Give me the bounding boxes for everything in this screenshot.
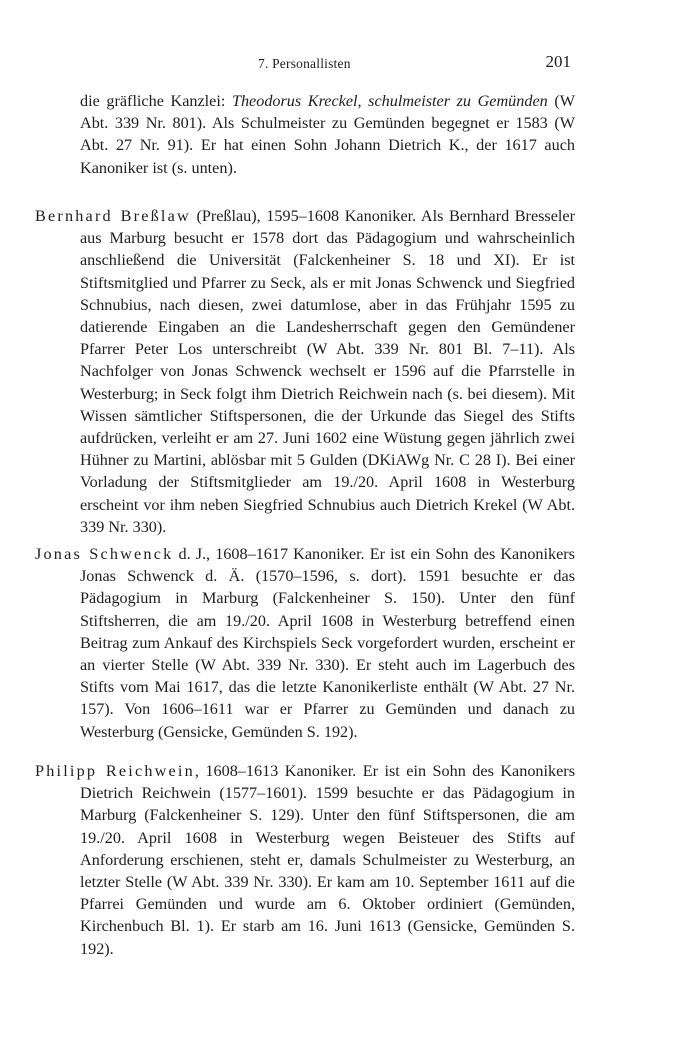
paragraph (35, 760, 575, 960)
person-name: Jonas Schwenck (35, 545, 174, 563)
paragraph-text: (Preßlau), 1595–1608 Kanoniker. Als Bernhard Bresseler aus Marburg besucht er 1578 dort das Pädagogium und wahrscheinlich anschließend die Universität (Falckenheiner S. 18 und XI). Er ist Stiftsmitglied und Pfarrer zu Seck, als er mit Jonas Schwenck und Siegfried Schnubius, nach diesen, zwei datumlose, aber in das Frühjahr 1595 zu datierende Eingaben an die Landesherrschaft gegen den Gemündener Pfarrer Peter Los unterschreibt (W Abt. 339 Nr. 801 Bl. 7–11). Als Nachfolger von Jonas Schwenck wechselt er 1596 auf die Pfarrstelle in Westerburg; in Seck folgt ihm Dietrich Reichwein nach (s. bei diesem). Mit Wissen sämtlicher Stiftspersonen, die der Urkunde das Siegel des Stifts aufdrücken, verleiht er am 27. Juni 1602 eine Wüstung gegen jährlich zwei Hühner zu Martini, ablösbar mit 5 Gulden (DKiAWg Nr. C 28 I). Bei einer Vorladung der Stiftsmitglieder am 19./20. April 1608 in Westerburg erscheint vor ihm neben Siegfried Schnubius auch Dietrich Krekel (W Abt. 339 Nr. 330). (80, 207, 575, 536)
running-head (0, 52, 700, 76)
section-title: 7. Personallisten (258, 56, 351, 71)
paragraph-text: , 1608–1613 Kanoniker. Er ist ein Sohn des Kanonikers Dietrich Reichwein (1577–1601). 1599 besuchte er das Pädagogium in Marburg (Falckenheiner S. 129). Unter den fünf Stiftspersonen, die am 19./20. April 1608 in Westerburg wegen Beisteuer des Stifts auf Anforderung erschienen, steht er, damals Schulmeister zu Westerburg, an letzter Stelle (W Abt. 339 Nr. 330). Er kam am 10. September 1611 auf die Pfarrei Gemünden und wurde am 6. Oktober ordiniert (Gemünden, Kirchenbuch Bl. 1). Er starb am 16. Juni 1613 (Gensicke, Gemünden S. 192). (80, 762, 575, 958)
paragraph (35, 90, 575, 179)
paragraph (35, 205, 575, 538)
person-name: Bernhard Breßlaw (35, 207, 191, 225)
entry-continuation (35, 90, 575, 179)
quoted-italic-text: Theodorus Kreckel, schulmeister zu Gemünden (231, 92, 548, 110)
entry-philipp-reichwein (35, 760, 575, 960)
person-name: Philipp Reichwein (35, 762, 195, 780)
page-number: 201 (545, 52, 571, 71)
paragraph-text: (W Abt. 339 Nr. 801). Als Schulmeister zu Gemünden begegnet er 1583 (W Abt. 27 Nr. 91). Er hat einen Sohn Johann Dietrich K., der 1617 auch Kanoniker ist (s. unten). (80, 92, 576, 177)
entry-bernhard-bresslaw (35, 205, 575, 538)
paragraph-text: die gräfliche Kanzlei: (80, 92, 232, 110)
entry-jonas-schwenck (35, 543, 575, 743)
paragraph (35, 543, 575, 743)
paragraph-text: d. J., 1608–1617 Kanoniker. Er ist ein Sohn des Kanonikers Jonas Schwenck d. Ä. (1570–1596, s. dort). 1591 besuchte er das Pädagogium in Marburg (Falckenheiner S. 150). Unter den fünf Stiftsherren, die am 19./20. April 1608 in Westerburg betreffend einen Beitrag zum Ankauf des Kirchspiels Seck vorgefordert wurden, erscheint er an vierter Stelle (W Abt. 339 Nr. 330). Er steht auch im Lagerbuch des Stifts vom Mai 1617, das die letzte Kanonikerliste enthält (W Abt. 27 Nr. 157). Von 1606–1611 war er Pfarrer zu Gemünden und danach zu Westerburg (Gensicke, Gemünden S. 192). (80, 545, 575, 741)
